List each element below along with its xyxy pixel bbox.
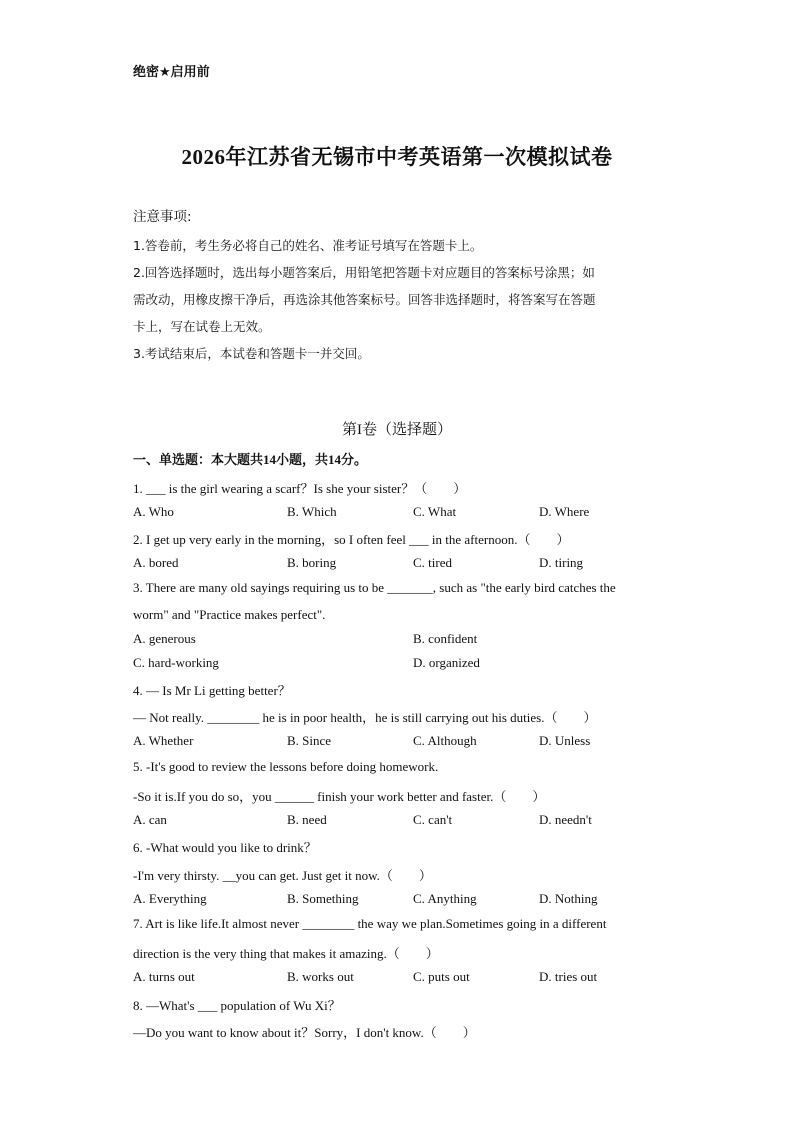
question-2-option-d: D. tiring	[539, 555, 584, 570]
question-8-stem: 8. —What's ___ population of Wu Xi？	[133, 998, 341, 1013]
question-7-stem: 7. Art is like life.It almost never ________ the way we plan.Sometimes going in a different	[133, 916, 607, 931]
question-2-stem: 2. I get up very early in the morning，so I often feel ___ in the afternoon.（ ）	[133, 532, 570, 547]
confidential-label: 绝密★启用前	[133, 65, 210, 80]
question-2-option-a: A. bored	[133, 555, 179, 570]
question-1-option-d: D. Where	[539, 504, 590, 519]
question-5-option-a: A. can	[133, 812, 167, 827]
question-4-stem: 4. — Is Mr Li getting better？	[133, 683, 291, 698]
question-1-option-a: A. Who	[133, 504, 174, 519]
question-6-option-c: C. Anything	[413, 891, 477, 906]
notice-heading: 注意事项:	[133, 209, 192, 225]
question-3-option-a: A. generous	[133, 631, 196, 646]
question-4-option-d: D. Unless	[539, 733, 591, 748]
question-3-option-d: D. organized	[413, 655, 480, 670]
question-6-stem-continued: -I'm very thirsty. __you can get. Just get it now.（ ）	[133, 868, 432, 883]
notice-line: 需改动，用橡皮擦干净后，再选涂其他答案标号。回答非选择题时，将答案写在答题	[133, 292, 596, 307]
part-title: 第I卷（选择题）	[342, 422, 452, 438]
question-7-option-b: B. works out	[287, 969, 354, 984]
question-4-option-b: B. Since	[287, 733, 332, 748]
question-2-option-c: C. tired	[413, 555, 452, 570]
question-4-option-c: C. Although	[413, 733, 477, 748]
question-4-option-a: A. Whether	[133, 733, 194, 748]
question-5-stem: 5. -It's good to review the lessons before doing homework.	[133, 759, 439, 774]
section-title: 一、单选题：本大题共14小题，共14分。	[133, 452, 368, 467]
question-5-option-d: D. needn't	[539, 812, 592, 827]
question-6-option-b: B. Something	[287, 891, 359, 906]
question-5-option-c: C. can't	[413, 812, 453, 827]
question-8-stem-continued: —Do you want to know about it？Sorry，I don't know.（ ）	[133, 1025, 476, 1040]
question-3-option-c: C. hard-working	[133, 655, 219, 670]
notice-line: 2.回答选择题时，选出每小题答案后，用铅笔把答题卡对应题目的答案标号涂黑；如	[133, 265, 595, 280]
question-6-option-a: A. Everything	[133, 891, 207, 906]
question-5-option-b: B. need	[287, 812, 327, 827]
question-5-stem-continued: -So it is.If you do so，you ______ finish your work better and faster.（ ）	[133, 789, 546, 804]
question-6-option-d: D. Nothing	[539, 891, 598, 906]
question-7-option-c: C. puts out	[413, 969, 470, 984]
notice-line: 1.答卷前，考生务必将自己的姓名、准考证号填写在答题卡上。	[133, 238, 483, 253]
notice-line: 卡上，写在试卷上无效。	[133, 319, 271, 334]
exam-title: 2026年江苏省无锡市中考英语第一次模拟试卷	[181, 145, 613, 169]
question-1-option-b: B. Which	[287, 504, 337, 519]
notice-line: 3.考试结束后，本试卷和答题卡一并交回。	[133, 346, 370, 361]
question-3-stem-continued: worm" and "Practice makes perfect".	[133, 607, 326, 622]
question-3-stem: 3. There are many old sayings requiring us to be _______, such as "the early bird catches the	[133, 580, 616, 595]
question-6-stem: 6. -What would you like to drink？	[133, 840, 317, 855]
question-1-option-c: C. What	[413, 504, 457, 519]
question-7-option-a: A. turns out	[133, 969, 195, 984]
question-1-stem: 1. ___ is the girl wearing a scarf？Is she your sister？（ ）	[133, 481, 467, 496]
question-7-option-d: D. tries out	[539, 969, 598, 984]
question-7-stem-continued: direction is the very thing that makes it amazing.（ ）	[133, 946, 439, 961]
question-2-option-b: B. boring	[287, 555, 337, 570]
question-4-stem-continued: — Not really. ________ he is in poor health，he is still carrying out his duties.（ ）	[133, 710, 597, 725]
question-3-option-b: B. confident	[413, 631, 478, 646]
